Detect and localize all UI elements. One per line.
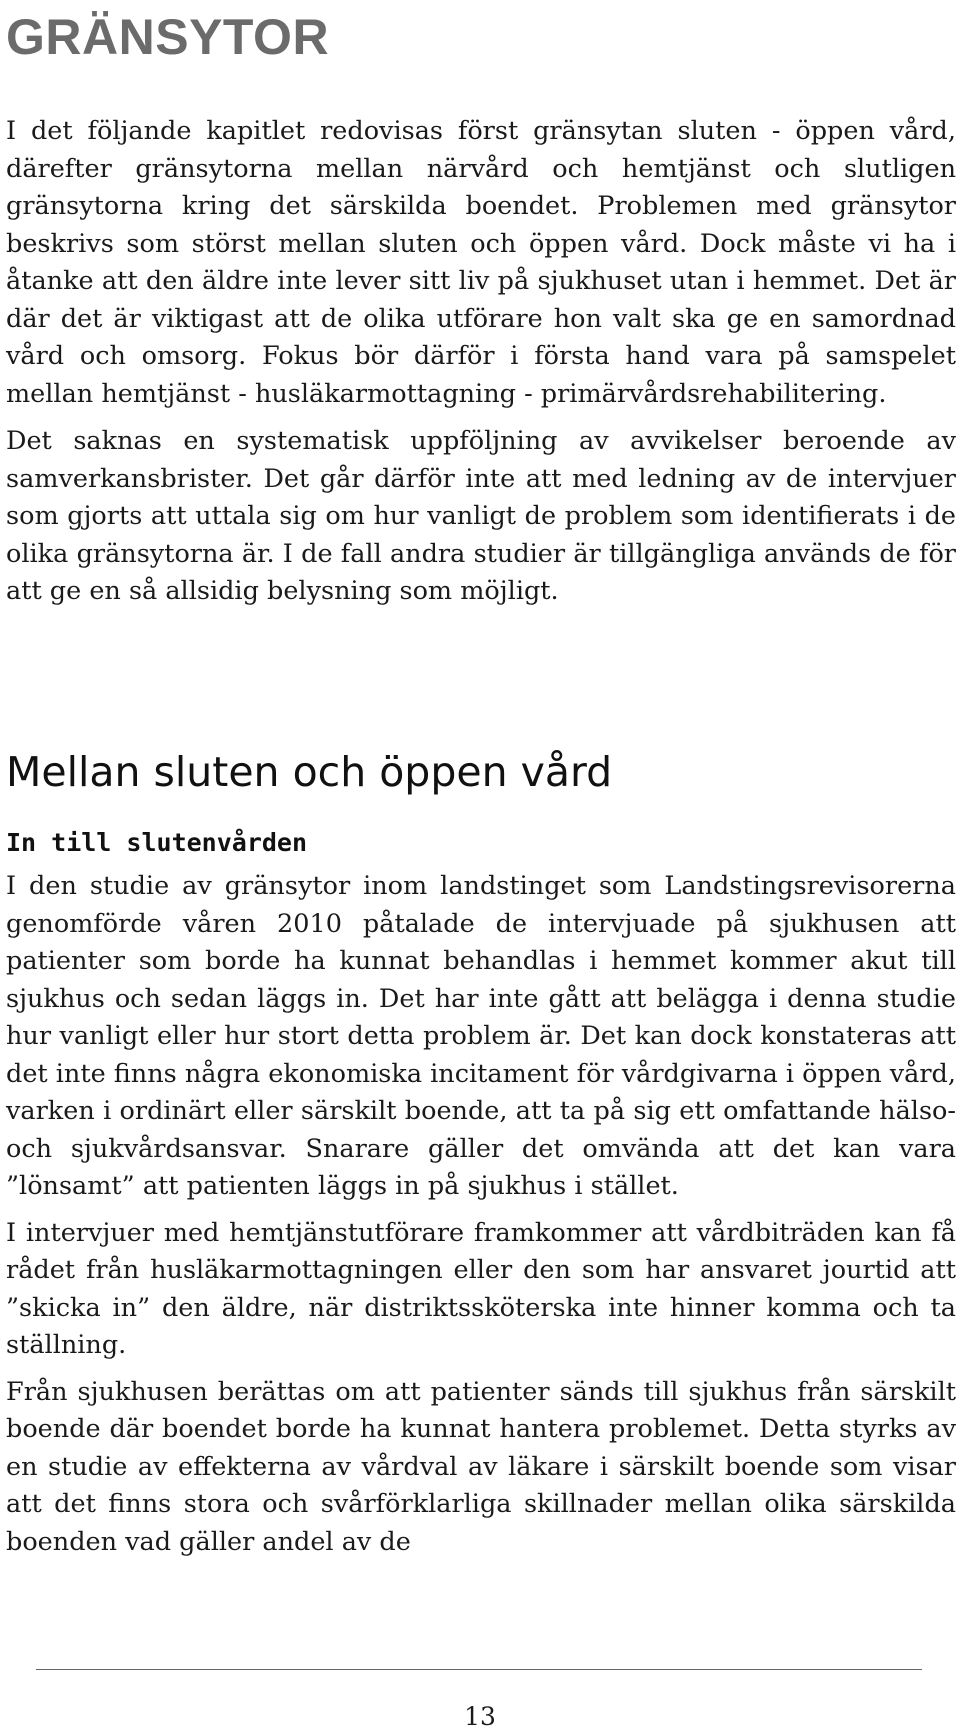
chapter-title: GRÄNSYTOR [6,9,330,65]
page-number: 13 [464,1702,496,1731]
subsection-heading: In till slutenvården [6,828,308,857]
intro-text [6,113,956,611]
intro-paragraph: Det saknas en systematisk uppföljning av avvikelser beroende av samverkansbrister. Det går därför inte att med ledning av de intervjuer som gjorts att uttala sig om hur vanligt de problem som identifierats i de olika gränsytorna är. I de fall andra studier är tillgängliga används de för att ge en så allsidig belysning som möjligt. [6,426,956,606]
section-paragraph: I den studie av gränsytor inom landstinget som Landstingsrevisorerna genomförde våren 2010 påtalade de intervjuade på sjukhusen att patienter som borde ha kunnat behandlas i hemmet kommer akut till sjukhus och sedan läggs in. Det har inte gått att belägga i denna studie hur vanligt eller hur stort detta problem är. Det kan dock konstateras att det inte finns några ekonomiska incitament för vårdgivarna i öppen vård, varken i ordinärt eller särskilt boende, att ta på sig ett omfattande hälso- och sjukvårdsansvar. Snarare gäller det omvända att det kan vara ”lönsamt” att patienten läggs in på sjukhus i stället. [6,871,956,1201]
section-paragraph: Från sjukhusen berättas om att patienter sänds till sjukhus från särskilt boende där boendet borde ha kunnat hantera problemet. Detta styrks av en studie av effekterna av vårdval av läkare i särskilt boende som visar att det finns stora och svårförklarliga skillnader mellan olika särskilda boenden vad gäller andel av de [6,1376,956,1557]
section-paragraph: I intervjuer med hemtjänstutförare framkommer att vårdbiträden kan få rådet från husläkarmottagningen eller den som har ansvaret jourtid att ”skicka in” den äldre, när distriktssköterska inte hinner komma och ta ställning. [6,1217,956,1360]
section-heading: Mellan sluten och öppen vård [6,748,613,796]
section-text [6,868,956,1561]
intro-paragraph: I det följande kapitlet redovisas först gränsytan sluten - öppen vård, därefter gränsytorna mellan närvård och hemtjänst och slutligen gränsytorna kring det särskilda boendet. Problemen med gränsytor beskrivs som störst mellan sluten och öppen vård. Dock måste vi ha i åtanke att den äldre inte lever sitt liv på sjukhuset utan i hemmet. Det är där det är viktigast att de olika utförare hon valt ska ge en samordnad vård och omsorg. Fokus bör därför i första hand vara på samspelet mellan hemtjänst - husläkarmottagning - primärvårdsrehabilitering. [6,116,956,409]
footer-divider [36,1669,922,1670]
